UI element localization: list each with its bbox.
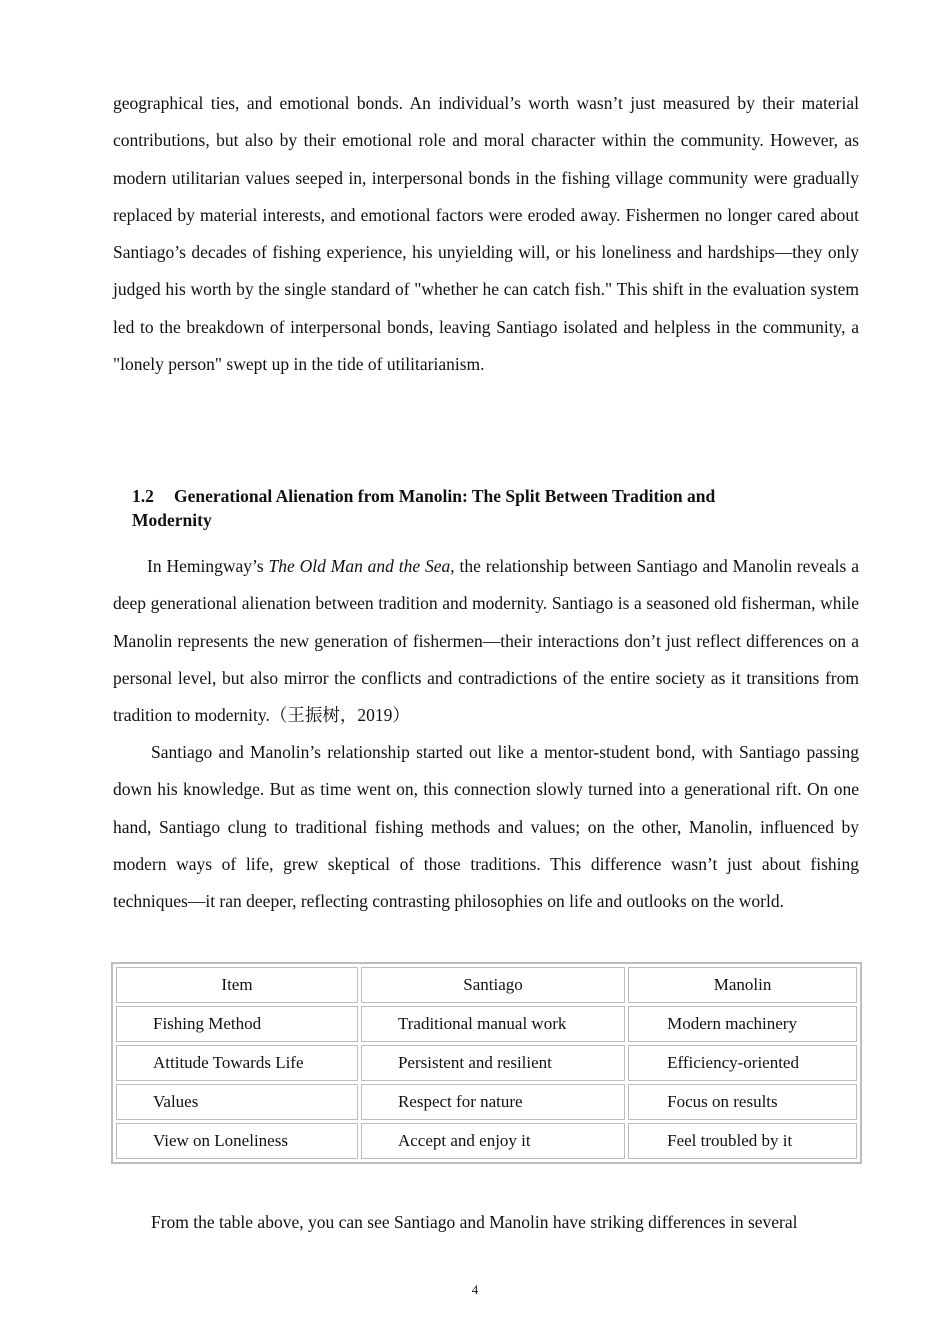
section-heading xyxy=(132,484,792,532)
section-number: 1.2 xyxy=(132,486,154,506)
body-paragraph-3: Santiago and Manolin’s relationship started out like a mentor-student bond, with Santiago passing down his knowledge. But as time went on, this connection slowly turned into a generational rift. On one hand, Santiago clung to traditional fishing methods and values; on the other, Manolin, influenced by modern ways of life, grew skeptical of those traditions. This difference wasn’t just about fishing techniques—it ran deeper, reflecting contrasting philosophies on life and outlooks on the world. xyxy=(113,742,859,912)
table-cell: Traditional manual work xyxy=(361,1006,625,1042)
body-paragraph-2 xyxy=(113,548,859,734)
table-cell: Modern machinery xyxy=(628,1006,857,1042)
table-cell: Attitude Towards Life xyxy=(116,1045,358,1081)
table-cell: Values xyxy=(116,1084,358,1120)
body-paragraph-1: geographical ties, and emotional bonds. An individual’s worth wasn’t just measured by their material contributions, but also by their emotional role and moral character within the community. However, as modern utilitarian values seeped in, interpersonal bonds in the fishing village community were gradually replaced by material interests, and emotional factors were eroded away. Fishermen no longer cared about Santiago’s decades of fishing experience, his unyielding will, or his loneliness and hardships—they only judged his worth by the single standard of "whether he can catch fish." This shift in the evaluation system led to the breakdown of interpersonal bonds, leaving Santiago isolated and helpless in the community, a "lonely person" swept up in the tide of utilitarianism. xyxy=(113,93,859,375)
table-header-santiago: Santiago xyxy=(361,967,625,1003)
table-cell: View on Loneliness xyxy=(116,1123,358,1159)
table-row xyxy=(116,1006,857,1042)
table-cell: Fishing Method xyxy=(116,1006,358,1042)
table-row xyxy=(116,1084,857,1120)
comparison-table xyxy=(111,962,862,1164)
table-cell: Accept and enjoy it xyxy=(361,1123,625,1159)
section-title: Generational Alienation from Manolin: The Split Between Tradition and Modernity xyxy=(132,486,716,530)
table-cell: Persistent and resilient xyxy=(361,1045,625,1081)
table-header-manolin: Manolin xyxy=(628,967,857,1003)
book-title: The Old Man and the Sea xyxy=(268,556,451,576)
table-cell: Focus on results xyxy=(628,1084,857,1120)
table-cell: Respect for nature xyxy=(361,1084,625,1120)
body-paragraph-4: From the table above, you can see Santiago and Manolin have striking differences in several xyxy=(151,1212,798,1232)
table-row xyxy=(116,1045,857,1081)
paragraph-2-text-before: In Hemingway’s xyxy=(147,556,269,576)
table-header-item: Item xyxy=(116,967,358,1003)
table-header-row xyxy=(116,967,857,1003)
table-row xyxy=(116,1123,857,1159)
table-cell: Feel troubled by it xyxy=(628,1123,857,1159)
page-number: 4 xyxy=(471,1282,479,1297)
paragraph-2-text-after: , the relationship between Santiago and Manolin reveals a deep generational alienation between tradition and modernity. Santiago is a seasoned old fisherman, while Manolin represents the new generation of fishermen—their interactions don’t just reflect differences on a personal level, but also mirror the conflicts and contradictions of the entire society as it transitions from tradition to modernity.（王振树，2019） xyxy=(113,556,859,726)
table-cell: Efficiency-oriented xyxy=(628,1045,857,1081)
